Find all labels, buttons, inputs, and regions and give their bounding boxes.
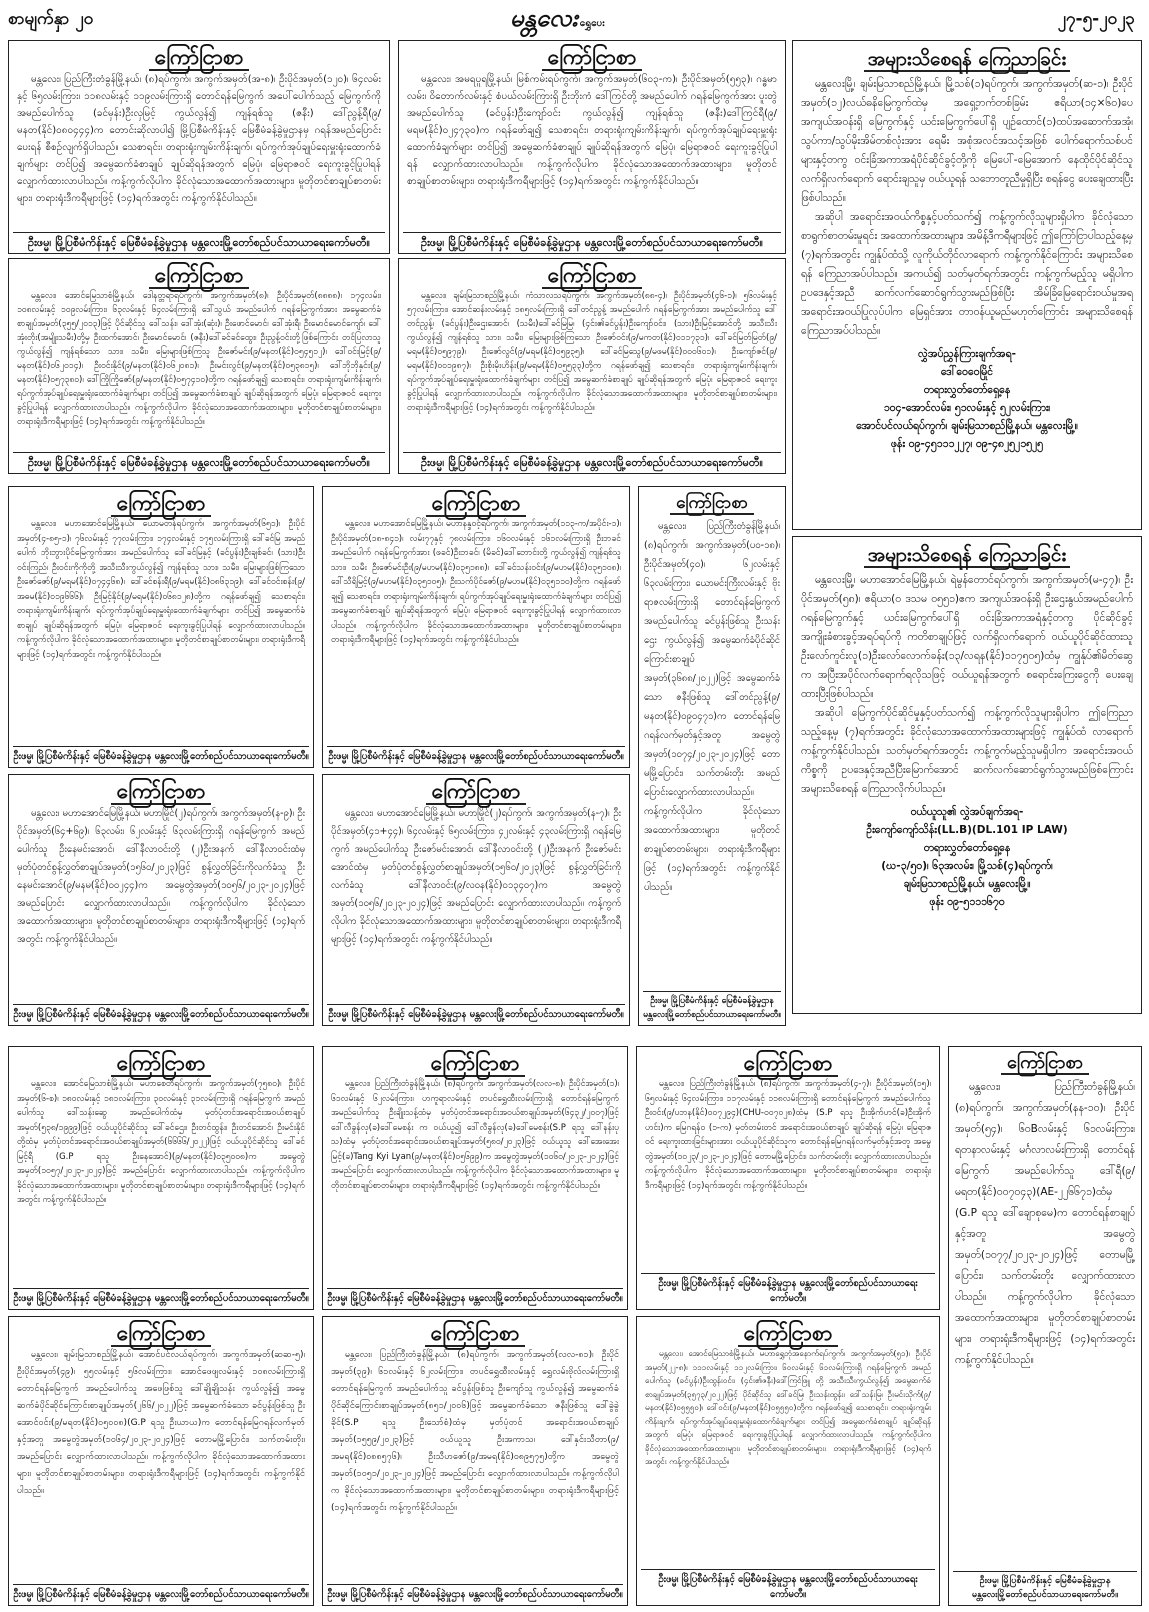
ad-footer: ဦးဖမ္မ၊ မြို့ပြစီမံကိန်းနှင့် မြေစီမံခန့်ခွဲမှုဌာန မန္တလေးမြို့တော်စည်ပင်သာယာရေးကော်မတီ။: [403, 232, 781, 250]
signature-line: ဦးကျော်ကျော်သိန်း(LL.B)(DL.101 IP LAW): [866, 824, 1068, 836]
ad-title: ကြော်ငြာစာ: [111, 779, 212, 805]
ad-box: [322, 486, 630, 768]
newspaper-logo: [510, 2, 605, 38]
ad-title: ကြော်ငြာစာ: [738, 1321, 839, 1347]
signature-line: (ဃ-၃/၅၀)၊ ၆၃အလမ်း၊ မြို့သစ်(၄)ရပ်ကွက်၊: [881, 860, 1053, 872]
ad-body: မန္တလေး၊ ပြည်ကြီးတံခွန်မြို့နယ်၊ (၈)ရပ်ကွက်၊ အကွက်အမှတ်(လလ-၈)၊ ဦးပိုင်အမှတ်(၁)၊ ၆၁လမ်းနှင့် ၆၂လမ်းကြား၊ ဟကူရာလမ်းနှင့် တပင်ရွှေထီးလမ်းကြားရှိ တောင်ရန်မြေကွက် အမည်ပေါက်သူ ဦးချိုးသန့်ထံမှ မှတ်ပုံတင်အရောင်းအဝယ်စာချုပ်အမှတ်(၆၄၃၂/၂၀၀၇)ဖြင့် ဒေါ်လီခွန်လု(ခ)ဒေါ်မေစန်း က ဝယ်ယူ၍ ဒေါ်လီခွန်လု(ခ)ဒေါ်မေစန်း(S.P ရသူ ဒေါ်နန်းပုသ)ထံမှ မှတ်ပုံတင်အရောင်းအဝယ်စာချုပ်အမှတ်(၅၈၀/၂၀၂၃)ဖြင့် ဝယ်ယူသူ ဒေါ်အေးအေးမြင့်(ခ)Tang Kyi Lyan(၉/မနတ(နိုင်)၀၅၆၉၉)က အမွေတွဲအမှတ်(၁၀၆၀/၂၀၂၃-၂၀၂၄)ဖြင့် အမည်ပြောင်း လျှောက်ထားလာပါသည်။ ကန့်ကွက်လိုပါက ခိုင်လုံသောအထောက်အထားများ၊ မူတိုတင်စာချုပ်စာတမ်းများ၊ တရားရုံးဒီကရီများဖြင့် (၁၄)ရက်အတွင်း ကန့်ကွက်နိုင်ပါသည်။: [331, 1079, 619, 1191]
ad-title: ကြော်ငြာစာ: [670, 493, 754, 515]
signature-line: တရားလွှတ်တော်ရှေ့နေ: [923, 384, 1011, 396]
ad-title: ကြော်ငြာစာ: [1001, 1052, 1089, 1075]
ad-title: ကြော်ငြာစာ: [542, 45, 643, 71]
public-notice-1: [792, 40, 1142, 530]
page-number: စာမျက်နှာ ၂၀: [8, 9, 94, 29]
ad-box: [322, 1316, 628, 1606]
ad-footer: ဦးဖမ္မ၊ မြို့ပြစီမံကိန်းနှင့် မြေစီမံခန့်ခွဲမှုဌာန မန္တလေးမြို့တော်စည်ပင်သာယာရေးကော်မတီ။: [327, 746, 625, 764]
ad-footer: [643, 991, 781, 1022]
ad-title: ကြော်ငြာစာ: [111, 1051, 212, 1077]
ad-box: [8, 1316, 314, 1606]
ad-footer: ဦးဖမ္မ၊ မြို့ပြစီမံကိန်းနှင့် မြေစီမံခန့်ခွဲမှုဌာန မန္တလေးမြို့တော်စည်ပင်သာယာရေးကော်မတီ။: [641, 1273, 935, 1306]
ad-footer: [953, 1571, 1137, 1602]
ad-box: [8, 1046, 314, 1310]
ad-body: မန္တလေး၊ ပြည်ကြီးတံခွန်မြို့နယ်၊ (၈)ရပ်ကွက်၊ အကွက်အမှတ်(အ-၈)၊ ဦးပိုင်အမှတ်(၁၂၀)၊ ၆၄လမ်းနှင့် ၆၅လမ်းကြား၊ ၁၁၈လမ်းနှင့် ၁၁၉လမ်းကြားရှိ တောင်ရန်မြေကွက် အပေါ်ပေါက်သည့် မြေကွက်ကို အမည်ပေါက်သူ (ခင်မှန်း)ဦးလှမြင့် ကွယ်လွန်၍ ကျန်ရစ်သူ (ဇနီး) ဒေါ်ညွန့်ရီ(၉/မနတ(နိုင်)၀၈၀၄၄၄)က တောင်းဆိုလာပါ၍ မြို့ပြစီမံကိန်းနှင့် မြေစီမံခန့်ခွဲမှုဌာနမှ ဂရန်အမည်ပြောင်းပေးရန် စီစဉ်လျက်ရှိပါသည်။ သေစာရင်း၊ တရားရုံးကျမ်းကိန်းချက်၊ ရပ်ကွက်အုပ်ချုပ်ရေးမှူးရုံးထောက်ခံချက်များ တင်ပြ၍ အမွေဆက်ခံစာချုပ် ချုပ်ဆိုရန်အတွက် မြေပုံ၊ မြေရာဇဝင် ရေးကူးခွင့်ပြုပါရန် လျှောက်ထားလာပါသည်။ ကန့်ကွက်လိုပါက ခိုင်လုံသောအထောက်အထားများ၊ မူတိုတင်စာချုပ်စာတမ်းများ၊ တရားရုံးဒီကရီများဖြင့် (၁၄)ရက်အတွင်း ကန့်ကွက်နိုင်ပါသည်။: [17, 74, 381, 204]
issue-date: ၂၇-၅-၂၀၂၃: [1057, 9, 1135, 29]
ad-box: [398, 258, 786, 474]
ad-title: ကြော်ငြာစာ: [738, 1051, 839, 1077]
logo-subtext: ရွှေပေး: [579, 18, 605, 29]
signature-line: ဒေါ်ဝေဝေမြိုင်: [940, 366, 994, 378]
ad-body: မန္တလေး၊ ပြည်ကြီးတံခွန်မြို့နယ်၊ (၈)ရပ်ကွက်၊ အကွက်အမှတ်(နန-၁၀)၊ ဦးပိုင်အမှတ်(၅၄)၊ ၆၀Bလမ်းနှင့် ၆၁လမ်းကြား၊ ရတနာလမ်းနှင့် မင်္ဂလာလမ်းကြားရှိ တောင်ရန်မြေကွက် အမည်ပေါက်သူ ဒေါ်ရီ(၉/မရတ(နိုင်)၀၀၇၀၄၃)(AE-၂၂၆၆၇၁)ထံမှ (G.P ရသူ ဒေါ်ချောစုမေ)က တောင်ရန်စာချုပ်နှင့်အတူ အမွေတွဲအမှတ်(၁၀၇၇/၂၀၂၃-၂၀၂၄)ဖြင့် တောမမြို့ပြောင်း၊ သက်တမ်းတိုး လျှောက်ထားလာပါသည်။ ကန့်ကွက်လိုပါက ခိုင်လုံသောအထောက်အထားများ၊ မူတိုတင်စာချုပ်စာတမ်းများ၊ တရားရုံးဒီကရီများဖြင့် (၁၄)ရက်အတွင်း ကန့်ကွက်နိုင်ပါသည်။: [955, 1081, 1135, 1366]
signature-line: ၁၀၄-အောင်လမ်း၊ ၅၁လမ်းနှင့် ၅၂လမ်းကြား၊: [883, 402, 1051, 414]
ad-body: မန္တလေး၊ မဟာအောင်မြေမြို့နယ်၊ ယောမတန်ရပ်ကွက်၊ အကွက်အမှတ်(၆၅၁)၊ ဦးပိုင်အမှတ်(၄-၈၅-၁)၊ ၇၆လမ်းနှင့် ၇၇လမ်းကြား၊ ၁၇၄လမ်းနှင့် ၁၇၅လမ်းကြားရှိ ဒေါ်ခင်မြ အမည်ပေါက် ဘိုးဘွားပိုင်မြေကွက်အား အမည်ပေါက်သူ ဒေါ်ခင်မြနှင့် (ခင်ပွန်း)ဦးချစ်ခင်၊ (သား)ဦးဝင်းကြည်၊ ဦးဝင်းကိုကိုတို့ အသီးသီးကွယ်လွန်၍ ကျန်ရစ်သူ သား၊ သမီး၊ မြေးများဖြစ်ကြသော ဦးဇော်ဇော်(၉/မရမ(နိုင်)၀၇၄၄၆၈)၊ ဒေါ်ခင်စန်းရီ(၉/မရမ(နိုင်)၀၈၆၃၁၉)၊ ဒေါ်ခင်ဝင်းစန်း(၉/အဓမ(နိုင်)၀၁၉၆၆၆)၊ ဦးမြင့်နိုင်(၉/မရမ(နိုင်)၀၆၈၁၂၈)တို့က ဂရန်ဖော်ချ၍ သေစာရင်း၊ တရားရုံးကျမ်းကိန်းချက်၊ ရပ်ကွက်အုပ်ချုပ်ရေးမှူးရုံးထောက်ခံချက်များ တင်ပြ၍ အမွေဆက်ခံစာချုပ် ချုပ်ဆိုရန်အတွက် မြေပုံ၊ မြေရာဇဝင် ရေးကူးခွင့်ပြုပါရန် လျှောက်ထားလာပါသည်။ ကန့်ကွက်လိုပါက ခိုင်လုံသောအထောက်အထားများ၊ မူတိုတင်စာချုပ်စာတမ်းများ၊ တရားရုံးဒီကရီများဖြင့် (၁၄)ရက်အတွင်း ကန့်ကွက်နိုင်ပါသည်။: [17, 519, 305, 660]
notice-title: အများသိစေရန် ကြေညာခြင်း: [864, 48, 1071, 72]
ad-box: [8, 774, 314, 1026]
ad-title: ကြော်ငြာစာ: [111, 1321, 212, 1347]
ad-footer: ဦးဖမ္မ၊ မြို့ပြစီမံကိန်းနှင့် မြေစီမံခန့်ခွဲမှုဌာန မန္တလေးမြို့တော်စည်ပင်သာယာရေးကော်မတီ။: [13, 232, 385, 250]
public-notice-2: [792, 536, 1142, 1014]
ad-box: [8, 258, 390, 474]
ad-footer: ဦးဖမ္မ၊ မြို့ပြစီမံကိန်းနှင့် မြေစီမံခန့်ခွဲမှုဌာန မန္တလေးမြို့တော်စည်ပင်သာယာရေးကော်မတီ။: [13, 1004, 309, 1022]
ad-body: မန္တလေး၊ ပြည်ကြီးတံခွန်မြို့နယ်၊ (၈)ရပ်ကွက်၊ အကွက်အမှတ်(ပ၀-၁၈)၊ ဦးပိုင်အမှတ်(၄၀)၊ ၆၂လမ်းနှင့် ၆၃လမ်းကြား၊ ယောမင်းကြီးလမ်းနှင့် ဗိုးရာဇလမ်းကြားရှိ တောင်ရန်မြေကွက် အမည်ပေါက်သူ ခင်ပွန်းဖြစ်သူ ဦးသန်းဌေး ကွယ်လွန်၍ အမွေဆက်ခံပိုင်ဆိုင်ကြောင်းစာချုပ်အမှတ်(၃၆၈၈/၂၀၂၂)ဖြင့် အမွေဆက်ခံသော ဇနီးဖြစ်သူ ဒေါ်တင်ညွန့်(၉/မနတ(နိုင်)၀၉၀၄၇၁)က တောင်ရန်မြေဂရန်လက်မှတ်နှင့်အတူ အမွေတွဲအမှတ်(၁၀၇၄/၂၀၂၃-၂၀၂၄)ဖြင့် တောမမြို့ပြောင်း၊ သက်တမ်းတိုး အမည်ပြောင်းလျှောက်ထားလာပါသည်။ ကန့်ကွက်လိုပါက ခိုင်လုံသောအထောက်အထားများ၊ မူတိုတင်စာချုပ်စာတမ်းများ၊ တရားရုံးဒီကရီများဖြင့် (၁၄)ရက်အတွင်း ကန့်ကွက်နိုင်ပါသည်။: [644, 521, 780, 893]
ad-title: ကြော်ငြာစာ: [425, 1051, 526, 1077]
ad-footer: ဦးဖမ္မ၊ မြို့ပြစီမံကိန်းနှင့် မြေစီမံခန့်ခွဲမှုဌာန မန္တလေးမြို့တော်စည်ပင်သာယာရေးကော်မတီ။: [13, 1584, 309, 1602]
ad-box: [398, 40, 786, 254]
ad-body: မန္တလေး၊ အမရပူရမြို့နယ်၊ မြစ်ကမ်းရပ်ကွက်၊ အကွက်အမှတ်(၆၀၃-က)၊ ဦးပိုင်အမှတ်(၅၅၃)၊ ဂန္ဓမာလမ်း၊ ဝိတောက်လမ်းနှင့် စံပယ်လမ်းကြားရှိ ဦးဘိုးကံ ဒေါ်ကြင်တို့ အမည်ပေါက် ဂရန်မြေကွက်အား ပူးတွဲအမည်ပေါက်သူ (ခင်ပွန်း)ဦးကျော်ဝင်း ကွယ်လွန်၍ ကျန်ရစ်သူ (ဇနီး)ဒေါ်ကြင်ရီ(၉/မရမ(နိုင်)၀၂၄၇၃၀)က ဂရန်ဖော်ချ၍ သေစာရင်း၊ တရားရုံးကျမ်းကိန်းချက်၊ ရပ်ကွက်အုပ်ချုပ်ရေးမှူးရုံးထောက်ခံချက်များ တင်ပြ၍ အမွေဆက်ခံစာချုပ် ချုပ်ဆိုရန်အတွက် မြေပုံ၊ မြေရာဇဝင် ရေးကူးခွင့်ပြုပါရန် လျှောက်ထားလာပါသည်။ ကန့်ကွက်လိုပါက ခိုင်လုံသောအထောက်အထားများ၊ မူတိုတင်စာချုပ်စာတမ်းများ၊ တရားရုံးဒီကရီများဖြင့် (၁၄)ရက်အတွင်း ကန့်ကွက်နိုင်ပါသည်။: [407, 74, 777, 187]
ad-footer: ဦးဖမ္မ၊ မြို့ပြစီမံကိန်းနှင့် မြေစီမံခန့်ခွဲမှုဌာန မန္တလေးမြို့တော်စည်ပင်သာယာရေးကော်မတီ။: [327, 1584, 623, 1602]
footer-line: မန္တလေးမြို့တော်စည်ပင်သာယာရေးကော်မတီ။: [972, 1590, 1118, 1600]
ad-box: [322, 1046, 628, 1310]
ad-box: [8, 40, 390, 254]
ad-footer: ဦးဖမ္မ၊ မြို့ပြစီမံကိန်းနှင့် မြေစီမံခန့်ခွဲမှုဌာန မန္တလေးမြို့တော်စည်ပင်သာယာရေးကော်မတီ။: [13, 1288, 309, 1306]
signature-line: ဝယ်ယူသူ၏ လွှဲအပ်ချက်အရ-: [910, 806, 1024, 818]
ad-body: မန္တလေး၊ အောင်မြေသာစံမြို့နယ်၊ မဟာရွှေဘုံအနောက်ရပ်ကွက်၊ အကွက်အမှတ်(၅၁)၊ ဦးပိုင်အမှတ်(၂၂-၈)၊ ၁၁၁လမ်းနှင့် ၁၁၂လမ်းကြား၊ ၆၀လမ်းနှင့် ၆၁လမ်းကြားရှိ ဂရန်မြေကွက် အမည်ပေါက်သူ (ခင်ပွန်း)ဦးထွန်းဝင်း၊ (၄င်း၏ဇနီး)ဒေါ်ကြင်ဖြူ တို့ အသီးသီးကွယ်လွန်၍ အမွေဆက်ခံစာချုပ်အမှတ်(၃၅၇၃/၂၀၂၂)ဖြင့် ပိုင်ဆိုင်သူ ဒေါ်ခင်မြ၊ ဦးသန်းထွန်း၊ ဒေါ်သန်းမြ၊ ဦးမင်းသိုက်(၉/မနတ(နိုင်)၀၅၅၅၀)၊ ဒေါ်ဝင်း(၉/မနတ(နိုင်)၀၅၅၅၀)တို့က ဂရန်ဖော်ချ၍ သေစာရင်း၊ တရားရုံးကျမ်းကိန်းချက်၊ ရပ်ကွက်အုပ်ချုပ်ရေးမှူးရုံးထောက်ခံချက်များ တင်ပြ၍ အမွေဆက်ခံစာချုပ် ချုပ်ဆိုရန်အတွက် မြေပုံ၊ မြေရာဇဝင် ရေးကူးခွင့်ပြုပါရန် လျှောက်ထားလာပါသည်။ ကန့်ကွက်လိုပါက ခိုင်လုံသောအထောက်အထားများ၊ မူတိုတင်စာချုပ်စာတမ်းများ၊ တရားရုံးဒီကရီများဖြင့် (၁၄)ရက်အတွင်း ကန့်ကွက်နိုင်ပါသည်။: [645, 1349, 931, 1466]
ad-footer: ဦးဖမ္မ၊ မြို့ပြစီမံကိန်းနှင့် မြေစီမံခန့်ခွဲမှုဌာန မန္တလေးမြို့တော်စည်ပင်သာယာရေးကော်မတီ။: [327, 1288, 623, 1306]
ad-body: မန္တလေး၊ ပြည်ကြီးတံခွန်မြို့နယ်၊ (၈)ရပ်ကွက်၊ အကွက်အမှတ်(လလ-၈၁)၊ ဦးပိုင်အမှတ်(၃၉)၊ ၆၁လမ်းနှင့် ၆၂လမ်းကြား၊ တပင်ရွှေထီးလမ်းနှင့် ရွှေလမ်းဗိုလ်လမ်းကြားရှိ တောင်ရန်မြေကွက် အမည်ပေါက်သူ ခင်ပွန်းဖြစ်သူ ဦးကျော်သူ ကွယ်လွန်၍ အမွေဆက်ခံပိုင်ဆိုင်ကြောင်းစာချုပ်အမှတ်(၈၅၁/၂၀၀၆)ဖြင့် အမွေဆက်ခံသော ဇနီးဖြစ်သူ ဒေါ်ခွဲခွဲခိုင်(S.P ရသူ ဦးသော်စံ)ထံမှ မှတ်ပုံတင် အရောင်းအဝယ်စာချုပ်အမှတ်(၁၅၅၉/၂၀၂၃)ဖြင့် ဝယ်ယူသူ ဦးအကာသ၊ ဒေါ်နှင်းသီတာ(၉/အမရ(နိုင်)၀၈၈၅၇၆)၊ ဦးသီဟဇော်(၉/အမရ(နိုင်)၀၈၉၅၇၅)တို့က အမွေတွဲအမှတ်(၁၀၅၁/၂၀၂၃-၂၀၂၄)ဖြင့် အမည်ပြောင်း လျှောက်ထားလာပါသည်။ ကန့်ကွက်လိုပါက ခိုင်လုံသောအထောက်အထားများ၊ မူတိုတင်စာချုပ်စာတမ်းများ၊ တရားရုံးဒီကရီများဖြင့် (၁၄)ရက်အတွင်း ကန့်ကွက်နိုင်ပါသည်။: [331, 1350, 619, 1513]
ad-title: ကြော်ငြာစာ: [426, 779, 527, 805]
ad-title: ကြော်ငြာစာ: [149, 263, 250, 289]
ad-footer: ဦးဖမ္မ၊ မြို့ပြစီမံကိန်းနှင့် မြေစီမံခန့်ခွဲမှုဌာန မန္တလေးမြို့တော်စည်ပင်သာယာရေးကော်မတီ။: [403, 452, 781, 470]
ad-footer: ဦးဖမ္မ၊ မြို့ပြစီမံကိန်းနှင့် မြေစီမံခန့်ခွဲမှုဌာန မန္တလေးမြို့တော်စည်ပင်သာယာရေးကော်မတီ။: [13, 452, 385, 470]
signature-line: တရားလွှတ်တော်ရှေ့နေ: [923, 842, 1011, 854]
notice-body: အဆိုပါ အရောင်းအဝယ်ကိစ္စနှင့်ပတ်သက်၍ ကန့်ကွက်လိုသူများရှိပါက ခိုင်လုံသောစာရွက်စာတမ်းမူရင်း အထောက်အထားများ၊ အမိန့်ဒီကရီများဖြင့် ဤကြော်ငြာပါသည့်နေ့မှ (၇)ရက်အတွင်း ကျွန်ုပ်ထံသို့ လူကိုယ်တိုင်လာရောက် ကန့်ကွက်နိုင်ကြောင်း အများသိစေရန် ကြေညာအပ်ပါသည်။ အကယ်၍ သတ်မှတ်ရက်အတွင်း ကန့်ကွက်မည့်သူ မရှိပါက ဥပဒေနှင့်အညီ ဆက်လက်ဆောင်ရွက်သွားမည်ဖြစ်ပြီး အိမ်ခြံမြေရောင်းဝယ်မှုအရ အရောင်းအဝယ်ပြုလုပ်ပါက မြေရှင်အား တာဝန်ယူမည်မဟုတ်ကြောင်း အများသိစေရန် ကြေညာအပ်ပါသည်။: [801, 211, 1133, 337]
notice-title: အများသိစေရန် ကြေညာခြင်း: [864, 544, 1071, 568]
logo-text: မန္တလေး: [510, 4, 578, 32]
ad-box: [8, 486, 314, 768]
signature-line: အောင်ပင်လယ်ရပ်ကွက်၊ ချမ်းမြသာစည်မြို့နယ်၊ မန္တလေးမြို့။: [856, 420, 1078, 432]
ad-title: ကြော်ငြာစာ: [111, 491, 212, 517]
notice-body: မန္တလေးမြို့၊ မဟာအောင်မြေမြို့နယ်၊ ရဲမွန်တောင်ရပ်ကွက်၊ အကွက်အမှတ်(မ-၄၇)၊ ဦးပိုင်အမှတ်(၅၈)၊ ဧရိယာ(၀ ဒသမ ၀၅၅၁)ဧက အကျယ်အဝန်းရှိ ဦးဌေးနွယ်အမည်ပေါက် ဂရန်မြေကွက်နှင့် ယင်းမြေကွက်ပေါ်ရှိ ဝင်းခြံအကာအရံနှင့်တကွ ပိုင်ဆိုင်ခွင့်အကျိုးခံစားခွင့်အရပ်ရပ်ကို ကတိစာချုပ်ဖြင့် လက်ရှိလက်ရောက် ဝယ်ယူပိုင်ဆိုင်ထားသူ ဦးလော်ကူင်းလူ(၁)ဦးလော်လောက်ခန်း(၁၃/လရန(နိုင်)၁၁၇၅၀၅)ထံမှ ကျွန်ုပ်၏မိတ်ဆွေက အပြီးအပိုင်လက်ရောက်ရလိုသဖြင့် ဝယ်ယူရန်အတွက် စရောင်းကြေးငွေကို ပေးချေထားပြီးဖြစ်ပါသည်။: [801, 574, 1133, 700]
notice-body: မန္တလေးမြို့၊ ချမ်းမြသာစည်မြို့နယ်၊ မြို့သစ်(၁)ရပ်ကွက်၊ အကွက်အမှတ်(ဆ-၁)၊ ဦးပိုင်အမှတ်(၁၂)လယ်ဓနိမြေကွက်ထဲမှ အရှေ့ဘက်တစ်ခြမ်း ဧရိယာ(၁၄×၆၀)ပေ အကျယ်အဝန်းရှိ မြေကွက်နှင့် ယင်းမြေကွက်ပေါ်ရှိ ပျဉ်ထောင်(၁)ထပ်အဆောက်အအုံ၊ သွပ်ကာ/သွပ်မိုးအိမ်တစ်လုံးအား ရေမီး အစုံအလင်အသင့်အဖြစ် ပေါက်ရောက်သစ်ပင်များနှင့်တကွ ဝင်းခြံအကာအရံပိုင်ဆိုင်ခွင့်တို့ကို မြေပေါ်-မြေအောက် နေထိုင်ပိုင်ဆိုင်သူ လက်ရှိလက်ရောက် ရောင်းချသူမှ ဝယ်ယူရန် သဘောတူညီမှုရှိပြီး စရန်ငွေ ပေးချေထားပြီးဖြစ်ပါသည်။: [801, 78, 1133, 204]
ad-footer: ဦးဖမ္မ၊ မြို့ပြစီမံကိန်းနှင့် မြေစီမံခန့်ခွဲမှုဌာန မန္တလေးမြို့တော်စည်ပင်သာယာရေးကော်မတီ။: [13, 746, 309, 764]
ad-body: မန္တလေး၊ ချမ်းမြသာစည်မြို့နယ်၊ ကံသာလသရပ်ကွက်၊ အကွက်အမှတ်(၈၈-၄)၊ ဦးပိုင်အမှတ်(၄၆-၁)၊ ၅၆လမ်းနှင့် ၅၇လမ်းကြား၊ အောင်ဆန်းလမ်းနှင့် ၁၈၅လမ်းကြားရှိ ဒေါ်တင်ညွန့် အမည်ပေါက် ဂရန်မြေကွက်အား အမည်ပေါက်သူ ဒေါ်တင်ညွန့်၊ (ခင်ပွန်း)ဦးဌေးအောင်၊ (သမီး)ဒေါ်ခင်မြမြ၊ (၄င်း၏ခင်ပွန်း)ဦးကျော်ဝင်း၊ (သား)ဦးမြင့်အောင်တို့ အသီးသီးကွယ်လွန်၍ ကျန်ရစ်သူ သား၊ သမီး၊ မြေးများဖြစ်ကြသော ဦးဇော်ဝင်း(၉/မကတ(နိုင်)၀၁၁၇၃၁)၊ ဒေါ်ခင်မြတ်မြတ်(၉/မရမ(နိုင်)၀၅၉၇၉)၊ ဦးဇော်လွင်(၉/မရမ(နိုင်)၀၅၉၃၅)၊ ဒေါ်ခင်မြသွေ(၉/မဖမ(နိုင်)၀၀၀၆၀၁)၊ ဦးကျော်ဇင်(၉/မရမ(နိုင်)၀၀၁၉၈၇)၊ ဦးစိုးမိုးဟိန်း(၉/မရမ(နိုင်)၀၅၅၃၃)တို့က ဂရန်ဖော်ချ၍ သေစာရင်း၊ တရားရုံးကျမ်းကိန်းချက်၊ ရပ်ကွက်အုပ်ချုပ်ရေးမှူးရုံးထောက်ခံချက်များ တင်ပြ၍ အမွေဆက်ခံစာချုပ် ချုပ်ဆိုရန်အတွက် မြေပုံ၊ မြေရာဇဝင် ရေးကူးခွင့်ပြုပါရန် လျှောက်ထားလာပါသည်။ ကန့်ကွက်လိုပါက ခိုင်လုံသောအထောက်အထားများ၊ မူတိုတင်စာချုပ်စာတမ်းများ၊ တရားရုံးဒီကရီများဖြင့် (၁၄)ရက်အတွင်း ကန့်ကွက်နိုင်ပါသည်။: [407, 291, 777, 413]
signature-line: ဖုန်း ၀၉-၄၅၁၁၁၂၂၇၊ ၀၉-၄၈၂၅၂၁၅၂၅: [890, 438, 1044, 450]
ad-box: [948, 1046, 1142, 1606]
ad-title: ကြော်ငြာစာ: [149, 45, 250, 71]
ad-box: [638, 486, 786, 1026]
ad-box: [636, 1316, 940, 1606]
ad-body: မန္တလေး၊ အောင်မြေသာစံမြို့နယ်၊ မဟာစေတီရပ်ကွက်၊ အကွက်အမှတ်(၇၅၈၀)၊ ဦးပိုင်အမှတ်(၆-စ)၊ ၁၈၀လမ်းနှင့် ၁၈၁လမ်းကြား၊ ၃၀လမ်းနှင့် ၃၁လမ်းကြားရှိ ဂရန်မြေကွက် အမည်ပေါက်သူ ဒေါ်သန်းဆွေ အမည်ပေါက်ထံမှ မှတ်ပုံတင်အရောင်းအဝယ်စာချုပ်အမှတ်(၅၃၈/၁၉၉၉)ဖြင့် ဝယ်ယူပိုင်ဆိုင်သူ ဒေါ်ခင်ဌေး၊ ဦးတင်ထွန်း၊ ဦးတင်အောင်၊ ဦးမင်းနိုင်တို့ထံမှ မှတ်ပုံတင်အရောင်းအဝယ်စာချုပ်အမှတ်(၆၆၆၆/၂၀၂၂)ဖြင့် ဝယ်ယူပိုင်ဆိုင်သူ ဒေါ်ခင်မြင့်ရီ (G.P ရသူ ဦးနေအောင်)(၉/မနတ(နိုင်)၀၃၅၀၀၈)က အမွေတွဲအမှတ်(၁၀၅၇/၂၀၂၃-၂၀၂၄)ဖြင့် အမည်ပြောင်း လျှောက်ထားလာပါသည်။ ကန့်ကွက်လိုပါက ခိုင်လုံသောအထောက်အထားများ၊ မူတိုတင်စာချုပ်စာတမ်းများ၊ တရားရုံးဒီကရီများဖြင့် (၁၄)ရက်အတွင်း ကန့်ကွက်နိုင်ပါသည်။: [17, 1079, 305, 1205]
footer-line: ဦးဖမ္မ၊ မြို့ပြစီမံကိန်းနှင့် မြေစီမံခန့်ခွဲမှုဌာန: [979, 1576, 1111, 1586]
signature-line: လွှဲအပ်ညွှန်ကြားချက်အရ-: [918, 348, 1016, 360]
ad-title: ကြော်ငြာစာ: [542, 263, 643, 289]
notice-body: အဆိုပါ မြေကွက်ပိုင်ဆိုင်မှုနှင့်ပတ်သက်၍ ကန့်ကွက်လိုသူများရှိပါက ဤကြေညာသည့်နေ့မှ (၇)ရက်အတွင်း ခိုင်လုံသောအထောက်အထားများဖြင့် ကျွန်ုပ်ထံ လာရောက်ကန့်ကွက်နိုင်ပါသည်။ သတ်မှတ်ရက်အတွင်း ကန့်ကွက်မည့်သူမရှိပါက အရောင်းအဝယ်ကိစ္စကို ဥပဒေနှင့်အညီပြီးမြောက်အောင် ဆက်လက်ဆောင်ရွက်သွားမည်ဖြစ်ကြောင်း အများသိစေရန် ကြေညာလိုက်ပါသည်။: [801, 707, 1133, 795]
footer-line: ဦးဖမ္မ၊ မြို့ပြစီမံကိန်းနှင့် မြေစီမံခန့်ခွဲမှုဌာန: [650, 996, 774, 1006]
ad-body: မန္တလေး၊ မဟာအောင်မြေမြို့နယ်၊ မဟာမြိုင်(၂)ရပ်ကွက်၊ အကွက်အမှတ်(န-၉)၊ ဦးပိုင်အမှတ်(၆၄+၆၉)၊ ၆၃လမ်း၊ ၆၂လမ်းနှင့် ၆၃လမ်းကြားရှိ ဂရန်မြေကွက် အမည်ပေါက်သူ ဦးနေမင်းအောင်၊ ဒေါ်နီလာဝင်းတို့ (၂)ဦးအနက် ဒေါ်နီလာဝင်းထံမှ မှတ်ပုံတင်စွန့်လွှတ်စာချုပ်အမှတ်(၁၅၆၀/၂၀၂၃)ဖြင့် စွန့်လွှတ်ခြင်းကိုလက်ခံသူ ဦးနေမင်းအောင်(၉/မနမ(နိုင်)၀၀၂၄၄)က အမွေတွဲအမှတ်(၁၀၅၆/၂၀၂၃-၂၀၂၄)ဖြင့် အမည်ပြောင်း လျှောက်ထားလာပါသည်။ ကန့်ကွက်လိုပါက ခိုင်လုံသောအထောက်အထားများ၊ မူတိုတင်စာချုပ်စာတမ်းများ၊ တရားရုံးဒီကရီများဖြင့် (၁၄)ရက်အတွင်း ကန့်ကွက်နိုင်ပါသည်။: [17, 808, 305, 945]
ad-body: မန္တလေး၊ အောင်မြေသာစံမြို့နယ်၊ ဒေါနတ္တရာရပ်ကွက်၊ အကွက်အမှတ်(၈)၊ ဦးပိုင်အမှတ်(၈၈၈၈)၊ ၁၇၄လမ်း၊ ၁၀၈လမ်းနှင့် ၁၀၉လမ်းကြား၊ ၆၃လမ်းနှင့် ၆၄လမ်းကြားရှိ ဒေါ်သွယ် အမည်ပေါက် ဂရန်မြေကွက်အား အမွေဆက်ခံစာချုပ်အမှတ်(၃၅၅/၂၀၁၃)ဖြင့် ပိုင်ဆိုင်သူ ဒေါ်သန်း၊ ဒေါ်အုံး(ဆုံး)၊ ဦးဖောင်မောင်၊ ဒေါ်အုံးရီ၊ ဦးမောင်မောင်ကျော်၊ ဒေါ်အုံးတိုး(အမျိုးသမီး)တို့မှ ဦးထက်အောင်၊ ဦးမောင်မောင်၊ (ဇနီး)ဒေါ်ခင်ခင်ထွေး၊ ဦးညွန့်ဝင်းတို့ဖြစ်ကြောင်း တင်ပြလာသူ ကွယ်လွန်၍ ကျန်ရစ်သော သား၊ သမီး၊ မြေးများဖြစ်ကြသူ ဦးဇော်မင်း(၉/မနတ(နိုင်)၀၅၄၅၁၂)၊ ဒေါ်ဝင်းမြင့်(၉/မနတ(နိုင်)၀၆၂၀၁၄)၊ ဦးဝင်းနိုင်(၉/မနတ(နိုင်)၀၆၂၀၈၁)၊ ဦးမင်းလွင်(၉/မနတ(နိုင်)၀၅၃၈၁၅)၊ ဒေါ်ဘိုဘိုနှင်း(၉/မနတ(နိုင်)၀၅၇၃၈၀)၊ ဒေါ်ကြိုကြိုဇော်(၉/မနတ(နိုင်)၀၅၇၄၁၀)တို့က ဂရန်ဖော်ချ၍ သေစာရင်း၊ တရားရုံးကျမ်းကိန်းချက်၊ ရပ်ကွက်အုပ်ချုပ်ရေးမှူးရုံးထောက်ခံချက်များ တင်ပြ၍ အမွေဆက်ခံစာချုပ် ချုပ်ဆိုရန်အတွက် မြေပုံ၊ မြေရာဇဝင် ရေးကူးခွင့်ပြုပါရန် လျှောက်ထားလာပါသည်။ ကန့်ကွက်လိုပါက ခိုင်လုံသောအထောက်အထားများ၊ မူတိုတင်စာချုပ်စာတမ်းများ၊ တရားရုံးဒီကရီများဖြင့် (၁၄)ရက်အတွင်း ကန့်ကွက်နိုင်ပါသည်။: [17, 291, 381, 427]
signature-line: ချမ်းမြသာစည်မြို့နယ်၊ မန္တလေးမြို့။: [903, 878, 1031, 890]
notice-signature: [793, 345, 1141, 453]
page-header: [0, 0, 1149, 40]
signature-line: ဖုန်း ၀၉-၅၁၁၁၆၇၀: [929, 896, 1005, 908]
ad-box: [636, 1046, 940, 1310]
ad-title: ကြော်ငြာစာ: [426, 491, 527, 517]
ad-footer: ဦးဖမ္မ၊ မြို့ပြစီမံကိန်းနှင့် မြေစီမံခန့်ခွဲမှုဌာန မန္တလေးမြို့တော်စည်ပင်သာယာရေးကော်မတီ။: [327, 1004, 625, 1022]
ad-body: မန္တလေး၊ ချမ်းမြသာစည်မြို့နယ်၊ အောင်ပင်လယ်ရပ်ကွက်၊ အကွက်အမှတ်(ဆဆ-၅)၊ ဦးပိုင်အမှတ်(၄၉)၊ ၅၅လမ်းနှင့် ၅၆လမ်းကြား၊ အောင်ဖေဖျလမ်းနှင့် ၁၀၈လမ်းကြားရှိ တောင်ရန်မြေကွက် အမည်ပေါက်သူ အဖေဖြစ်သူ ဒေါ်ချိုချိုသန်း ကွယ်လွန်၍ အမွေဆက်ခံပိုင်ဆိုင်ကြောင်းစာချုပ်အမှတ်(၂၆၆/၂၀၂၂)ဖြင့် အမွေဆက်ခံသော ခင်ပွန်းဖြစ်သူ ဦးအောင်ဝင်း(၉/မရတ(နိုင်)၀၅၀၀၈)(G.P ရသူ ဦးယာယ)က တောင်ရန်မြေဂရန်လက်မှတ်နှင့်အတူ အမွေတွဲအမှတ်(၁၀၆၄/၂၀၂၃-၂၀၂၄)ဖြင့် တောမမြို့ပြောင်း၊ သက်တမ်းတိုး၊ အမည်ပြောင်း လျှောက်ထားလာပါသည်။ ကန့်ကွက်လိုပါက ခိုင်လုံသောအထောက်အထားများ၊ မူတိုတင်စာချုပ်စာတမ်းများ၊ တရားရုံးဒီကရီများဖြင့် (၁၄)ရက်အတွင်း ကန့်ကွက်နိုင်ပါသည်။: [17, 1350, 305, 1496]
ad-footer: ဦးဖမ္မ၊ မြို့ပြစီမံကိန်းနှင့် မြေစီမံခန့်ခွဲမှုဌာန မန္တလေးမြို့တော်စည်ပင်သာယာရေးကော်မတီ။: [641, 1569, 935, 1602]
ad-title: ကြော်ငြာစာ: [425, 1321, 526, 1347]
ad-body: မန္တလေး၊ မဟာအောင်မြေမြို့နယ်၊ မဟာနန္ဒဝင့်ရပ်ကွက်၊ အကွက်အမှတ်(၁၁၃-က/အပိုင်း-၁)၊ ဦးပိုင်အမှတ်(၁၈-၈၄၁)၊ လမ်း၇၇နှင့် ၇၈လမ်းကြား၊ ၁၆၀လမ်းနှင့် ၁၆၁လမ်းကြားရှိ ဦးဘခင် အမည်ပေါက် ဂရန်မြေကွက်အား (ဖခင်)ဦးဘခင်၊ (မိခင်)ဒေါ်ဘောင်းတို့ ကွယ်လွန်၍ ကျန်ရစ်သူ သား၊ သမီး ဦးဇော်မင်းဦး(၉/မဟမ(နိုင်)၀၃၅၁၈၈)၊ ဒေါ်ခင်သန်းဝင်း(၉/မဟမ(နိုင်)၀၃၅၁၀၈)၊ ဒေါ်သီရိမြင့်(၉/မဟမ(နိုင်)၀၃၅၁၀၅)၊ ဦးသက်ပိုင်ဇော်(၉/မဟမ(နိုင်)၀၃၅၁၁၀)တို့က ဂရန်ဖော်ချ၍ သေစာရင်း၊ တရားရုံးကျမ်းကိန်းချက်၊ ရပ်ကွက်အုပ်ချုပ်ရေးမှူးရုံးထောက်ခံချက်များ တင်ပြ၍ အမွေဆက်ခံစာချုပ် ချုပ်ဆိုရန်အတွက် မြေပုံ၊ မြေရာဇဝင် ရေးကူးခွင့်ပြုပါရန် လျှောက်ထားလာပါသည်။ ကန့်ကွက်လိုပါက ခိုင်လုံသောအထောက်အထားများ၊ မူတိုတင်စာချုပ်စာတမ်းများ၊ တရားရုံးဒီကရီများဖြင့် (၁၄)ရက်အတွင်း ကန့်ကွက်နိုင်ပါသည်။: [331, 519, 621, 645]
footer-line: မန္တလေးမြို့တော်စည်ပင်သာယာရေးကော်မတီ။: [643, 1010, 781, 1020]
ad-box: [322, 774, 630, 1026]
notice-signature: [793, 803, 1141, 911]
ad-body: မန္တလေး၊ ပြည်ကြီးတံခွန်မြို့နယ်၊ (၈)ရပ်ကွက်၊ အကွက်အမှတ်(၄-၇)၊ ဦးပိုင်အမှတ်(၁၅)၊ ၆၅လမ်းနှင့် ၆၄လမ်းကြား၊ ၁၁၇လမ်းနှင့် ၁၁၈လမ်းကြားရှိ တောင်ရန်မြေကွက် အမည်ပေါက်သူ ဦးဝင်း(၉/ပဘန(နိုင်)၀၀၇၂၉၄)(CHU-၀၀၇၀၂၈)ထံမှ (S.P ရသူ ဦးအိုက်ဟင်(ခ)ဦးအိုက်ဟင်း)က မြေဂရန်၀ (၁-က) မှတ်တမ်းတင် အရောင်းအဝယ်စာချုပ် ချုပ်ဆိုရန် မြေပုံ၊ မြေရာဇဝင် ရေးကူးထားခြင်းများအား ဝယ်ယူပိုင်ဆိုင်သူက တောင်ရန်မြေဂရန်လက်မှတ်နှင့်အတူ အမွေတွဲအမှတ်(၁၀၂၃/၂၀၂၃-၂၀၂၄)ဖြင့် တောမမြို့ပြောင်း၊ သက်တမ်းတိုး လျှောက်ထားလာပါသည်။ ကန့်ကွက်လိုပါက ခိုင်လုံသောအထောက်အထားများ၊ မူတိုတင်စာချုပ်စာတမ်းများ၊ တရားရုံးဒီကရီများဖြင့် (၁၄)ရက်အတွင်း ကန့်ကွက်နိုင်ပါသည်။: [645, 1079, 931, 1191]
ad-body: မန္တလေး၊ မဟာအောင်မြေမြို့နယ်၊ မဟာမြိုင်(၂)ရပ်ကွက်၊ အကွက်အမှတ်(န-၇)၊ ဦးပိုင်အမှတ်(၄၁+၄၄)၊ ၆၄လမ်းနှင့် ၆၅လမ်းကြား၊ ၄၂လမ်းနှင့် ၄၃လမ်းကြားရှိ ဂရန်မြေကွက် အမည်ပေါက်သူ ဦးဇော်မင်းအောင်၊ ဒေါ်နီလာဝင်းတို့ (၂)ဦးအနက် ဦးဇော်မင်းအောင်ထံမှ မှတ်ပုံတင်စွန့်လွှတ်စာချုပ်အမှတ်(၁၅၆၀/၂၀၂၃)ဖြင့် စွန့်လွှတ်ခြင်းကိုလက်ခံသူ ဒေါ်နီလာဝင်း(၉/လဝန(နိုင်)၀၁၃၄၀၇)က အမွေတွဲအမှတ်(၁၀၅၆/၂၀၂၃-၂၀၂၄)ဖြင့် အမည်ပြောင်း လျှောက်ထားလာပါသည်။ ကန့်ကွက်လိုပါက ခိုင်လုံသောအထောက်အထားများ၊ မူတိုတင်စာချုပ်စာတမ်းများ၊ တရားရုံးဒီကရီများဖြင့် (၁၄)ရက်အတွင်း ကန့်ကွက်နိုင်ပါသည်။: [331, 808, 621, 945]
